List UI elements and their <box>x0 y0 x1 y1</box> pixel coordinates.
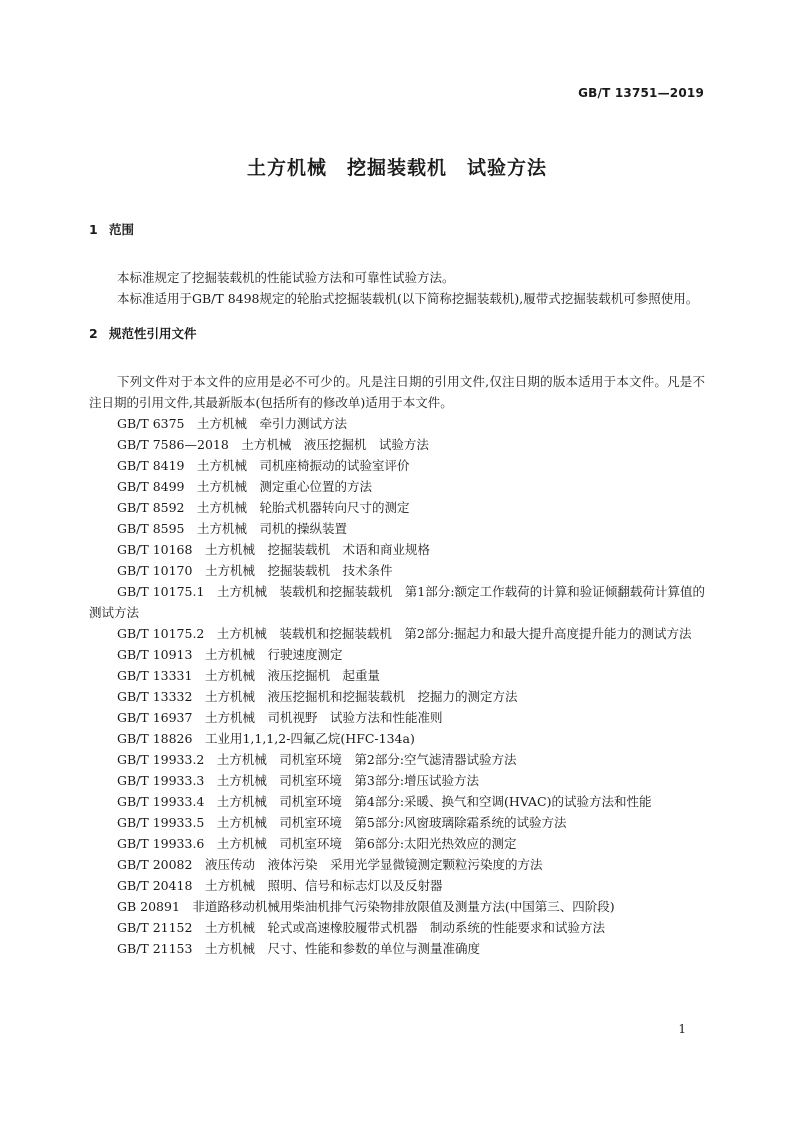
reference-item: GB/T 20418 土方机械 照明、信号和标志灯以及反射器 <box>117 878 443 893</box>
reference-item: GB/T 7586—2018 土方机械 液压挖掘机 试验方法 <box>117 437 429 452</box>
title-part: 挖掘装载机 <box>346 157 447 179</box>
page-number: 1 <box>678 1022 686 1036</box>
title-part: 土方机械 <box>246 157 327 179</box>
reference-item: GB/T 21153 土方机械 尺寸、性能和参数的单位与测量准确度 <box>117 941 480 956</box>
reference-item: GB/T 16937 土方机械 司机视野 试验方法和性能准则 <box>117 710 443 725</box>
reference-item: GB/T 10913 土方机械 行驶速度测定 <box>117 647 343 662</box>
reference-list <box>89 413 705 959</box>
paragraph: 本标准规定了挖掘装载机的性能试验方法和可靠性试验方法。 <box>117 270 455 285</box>
section-heading <box>89 325 705 343</box>
title-part: 试验方法 <box>467 157 548 179</box>
reference-item: GB/T 8595 土方机械 司机的操纵装置 <box>117 521 348 536</box>
reference-item: GB/T 19933.6 土方机械 司机室环境 第6部分:太阳光热效应的测定 <box>117 836 517 851</box>
paragraph: 本标准适用于GB/T 8498规定的轮胎式挖掘装载机(以下简称挖掘装载机),履带式挖掘装载机可参照使用。 <box>117 291 699 306</box>
reference-item: GB/T 21152 土方机械 轮式或高速橡胶履带式机器 制动系统的性能要求和试验方法 <box>117 920 605 935</box>
section-heading <box>89 221 705 239</box>
reference-item: GB/T 18826 工业用1,1,1,2-四氟乙烷(HFC-134a) <box>117 731 415 746</box>
reference-item: GB/T 19933.2 土方机械 司机室环境 第2部分:空气滤清器试验方法 <box>117 752 517 767</box>
reference-item: GB/T 6375 土方机械 牵引力测试方法 <box>117 416 348 431</box>
reference-item: GB 20891 非道路移动机械用柴油机排气污染物排放限值及测量方法(中国第三、四阶段) <box>117 899 615 914</box>
standard-number: GB/T 13751—2019 <box>578 86 704 100</box>
reference-item: GB/T 19933.5 土方机械 司机室环境 第5部分:风窗玻璃除霜系统的试验方法 <box>117 815 567 830</box>
section-number: 2 <box>89 326 98 341</box>
reference-item: GB/T 13332 土方机械 液压挖掘机和挖掘装载机 挖掘力的测定方法 <box>117 689 518 704</box>
paragraph: 下列文件对于本文件的应用是必不可少的。凡是注日期的引用文件,仅注日期的版本适用于本文件。凡是不注日期的引用文件,其最新版本(包括所有的修改单)适用于本文件。 <box>89 374 705 410</box>
reference-item: GB/T 10170 土方机械 挖掘装载机 技术条件 <box>117 563 393 578</box>
reference-item: GB/T 8592 土方机械 轮胎式机器转向尺寸的测定 <box>117 500 410 515</box>
reference-item: GB/T 19933.4 土方机械 司机室环境 第4部分:采暖、换气和空调(HVAC)的试验方法和性能 <box>117 794 652 809</box>
document-title <box>0 153 794 180</box>
section-number: 1 <box>89 222 98 237</box>
section-title: 范围 <box>109 222 135 237</box>
reference-item: GB/T 20082 液压传动 液体污染 采用光学显微镜测定颗粒污染度的方法 <box>117 857 543 872</box>
reference-item: GB/T 10168 土方机械 挖掘装载机 术语和商业规格 <box>117 542 430 557</box>
reference-item: GB/T 10175.1 土方机械 装载机和挖掘装载机 第1部分:额定工作载荷的计算和验证倾翻载荷计算值的测试方法 <box>89 584 705 620</box>
section-title: 规范性引用文件 <box>109 326 197 341</box>
reference-item: GB/T 10175.2 土方机械 装载机和挖掘装载机 第2部分:掘起力和最大提升高度提升能力的测试方法 <box>117 626 692 641</box>
document-body <box>89 221 705 959</box>
reference-item: GB/T 8419 土方机械 司机座椅振动的试验室评价 <box>117 458 410 473</box>
reference-item: GB/T 8499 土方机械 测定重心位置的方法 <box>117 479 373 494</box>
reference-item: GB/T 13331 土方机械 液压挖掘机 起重量 <box>117 668 380 683</box>
reference-item: GB/T 19933.3 土方机械 司机室环境 第3部分:增压试验方法 <box>117 773 480 788</box>
